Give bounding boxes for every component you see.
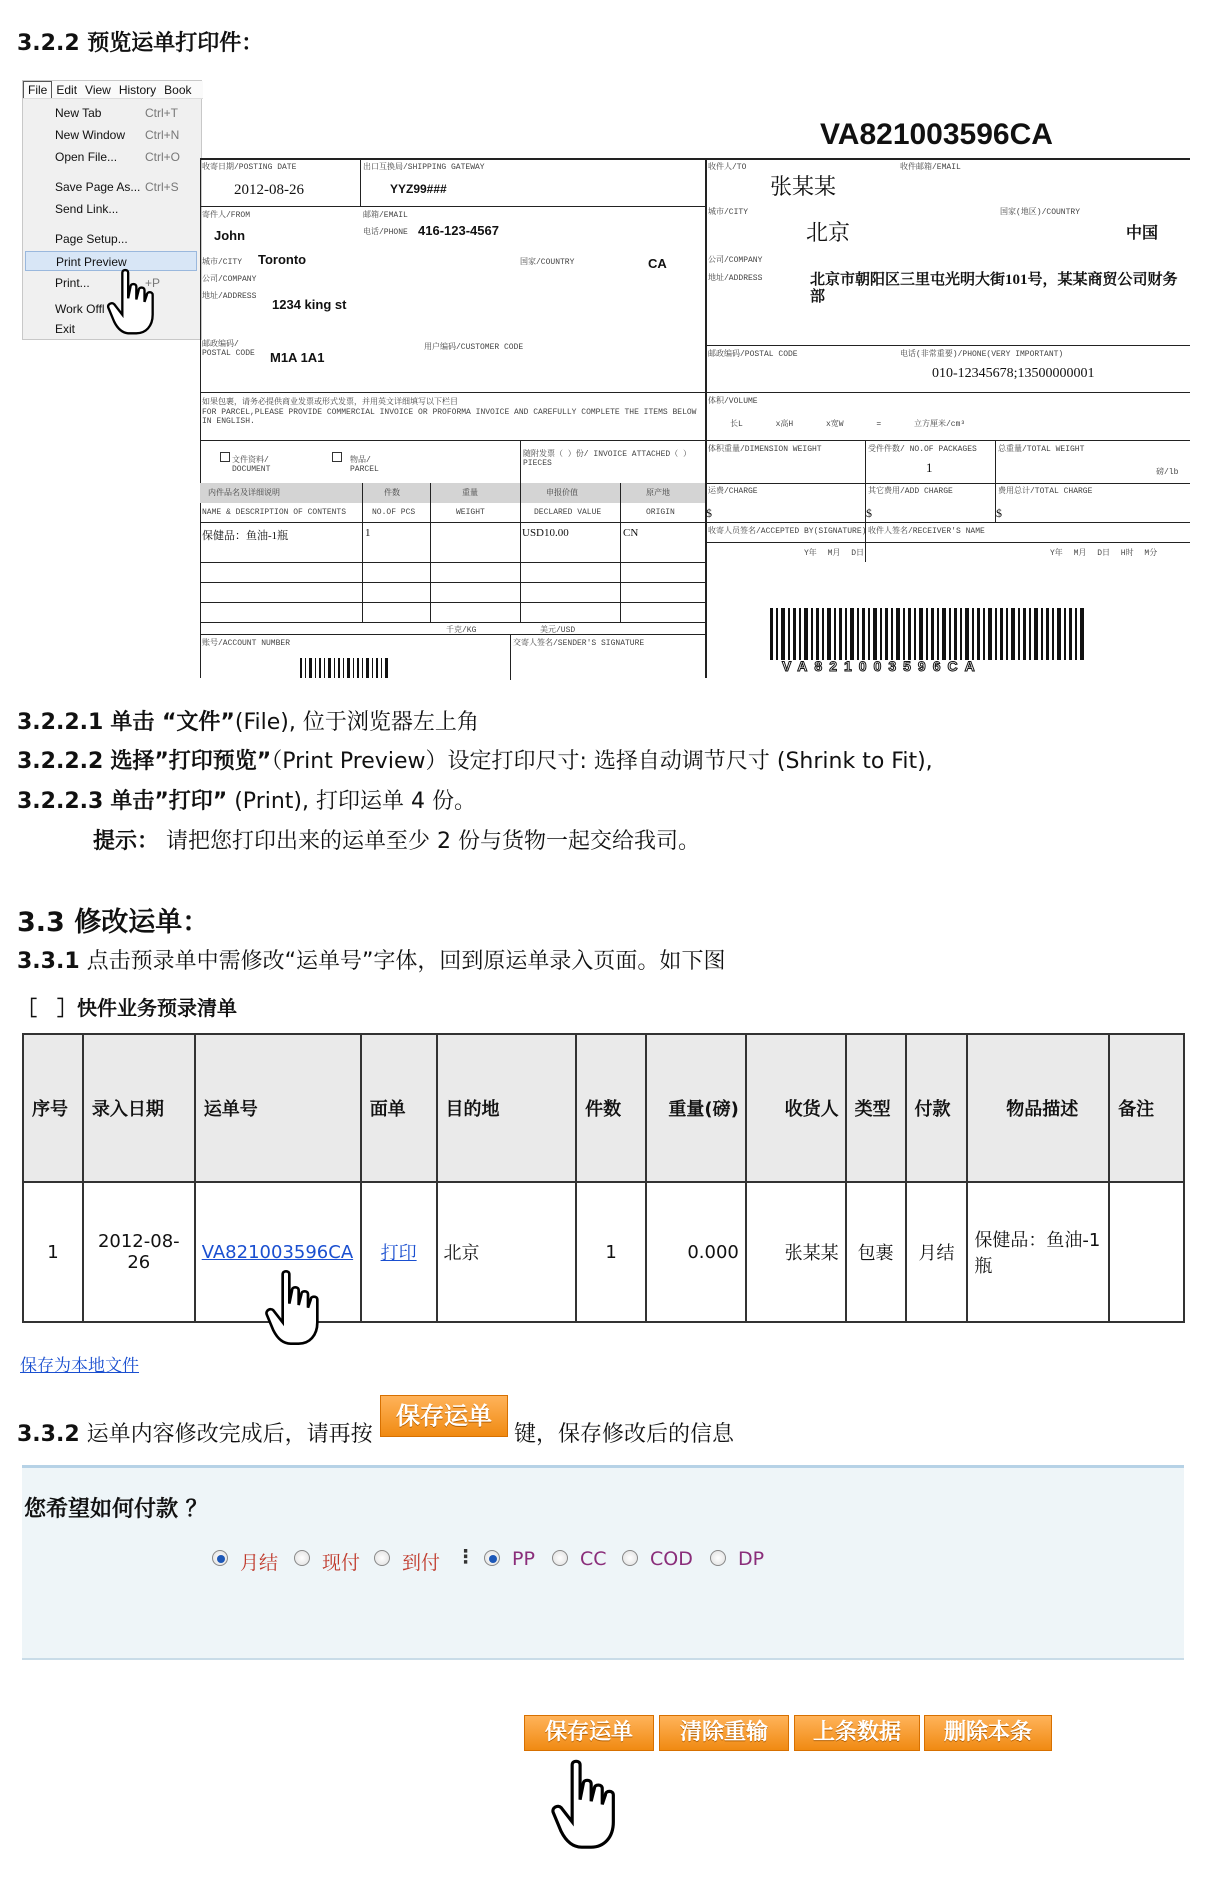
radio-dp[interactable] bbox=[710, 1550, 726, 1566]
wb-label-to: 收件人/TO bbox=[708, 163, 747, 172]
table-row bbox=[23, 1182, 1184, 1322]
hand-cursor-icon bbox=[264, 1268, 328, 1350]
menu-item-exit[interactable]: Exit bbox=[55, 322, 76, 336]
wb-label-from-country: 国家/COUNTRY bbox=[520, 258, 575, 267]
wb-barcode-text: VA821003596CA bbox=[782, 658, 982, 674]
radio-cod[interactable] bbox=[622, 1550, 638, 1566]
wb-label-posting-date: 收寄日期/POSTING DATE bbox=[202, 163, 297, 172]
wb-label-from-phone: 电话/PHONE bbox=[363, 228, 408, 237]
step-332-before: 3.3.2 运单内容修改完成后，请再按 bbox=[17, 1422, 373, 1447]
wb-accepted-date: Y年 M月 D日 bbox=[804, 549, 865, 558]
cell-type: 包裹 bbox=[846, 1182, 906, 1322]
save-local-file-link[interactable]: 保存为本地文件 bbox=[20, 1356, 139, 1376]
menu-item-new-window[interactable]: New Window Ctrl+N bbox=[55, 128, 180, 142]
col-header: 目的地 bbox=[437, 1034, 577, 1182]
cell-consignee: 张某某 bbox=[746, 1182, 846, 1322]
option-monthly: 月结 bbox=[240, 1552, 279, 1574]
col-header: 类型 bbox=[846, 1034, 906, 1182]
wb-label-to-company: 公司/COMPANY bbox=[708, 256, 763, 265]
wb-from-city: Toronto bbox=[258, 252, 307, 267]
option-separator: ⋮ bbox=[456, 1546, 475, 1568]
wb-label-from-email: 邮箱/EMAIL bbox=[363, 211, 408, 220]
option-cash: 现付 bbox=[322, 1552, 361, 1574]
wb-label-volume: 体积/VOLUME bbox=[708, 397, 758, 406]
col-header: 面单 bbox=[361, 1034, 437, 1182]
hand-cursor-icon bbox=[550, 1758, 626, 1854]
step-331: 3.3.1 点击预录单中需修改“运单号”字体，回到原运单录入页面。如下图 bbox=[17, 949, 726, 974]
print-link[interactable]: 打印 bbox=[380, 1243, 417, 1264]
payment-question: 您希望如何付款 ？ bbox=[24, 1497, 208, 1522]
wb-to-phone: 010-12345678;13500000001 bbox=[932, 366, 1095, 381]
col-header: 件数 bbox=[576, 1034, 646, 1182]
wb-to-address: 北京市朝阳区三里屯光明大街101号，某某商贸公司财务部 bbox=[810, 272, 1178, 305]
wb-label-customer-code: 用户编码/CUSTOMER CODE bbox=[424, 343, 524, 352]
tip: 提示： 请把您打印出来的运单至少 2 份与货物一起交给我司。 bbox=[93, 829, 701, 854]
radio-collect[interactable] bbox=[374, 1550, 390, 1566]
wb-label-to-country: 国家(地区)/COUNTRY bbox=[1000, 208, 1081, 217]
wb-col-contents-cn: 内件品名及详细说明 bbox=[208, 489, 280, 498]
waybill-barcode-icon bbox=[770, 608, 1090, 660]
document-checkbox[interactable] bbox=[220, 452, 230, 462]
step-3223: 3.2.2.3 单击”打印” (Print), 打印运单 4 份。 bbox=[17, 789, 476, 814]
wb-volume-row: 长L x高H x宽W = 立方厘米/cm³ bbox=[730, 420, 966, 429]
save-waybill-button[interactable]: 保存运单 bbox=[524, 1715, 654, 1751]
waybill-number-link[interactable]: VA821003596CA bbox=[201, 1241, 354, 1263]
wb-label-from-address: 地址/ADDRESS bbox=[202, 292, 257, 301]
wb-item-desc: 保健品：鱼油-1瓶 bbox=[202, 530, 289, 542]
wb-weight-unit: 磅/lb bbox=[1156, 468, 1179, 477]
wb-label-usd: 美元/USD bbox=[540, 626, 576, 635]
list-title: ［ ］快件业务预录清单 bbox=[17, 996, 237, 1020]
wb-label-to-city: 城市/CITY bbox=[708, 208, 749, 217]
option-dp: DP bbox=[738, 1548, 765, 1570]
wb-col-origin: ORIGIN bbox=[646, 508, 675, 517]
wb-label-dim-weight: 体积重量/DIMENSION WEIGHT bbox=[708, 445, 822, 454]
cell-description: 保健品：鱼油-1瓶 bbox=[967, 1182, 1109, 1322]
cell-print bbox=[361, 1182, 437, 1322]
prerecord-list-table bbox=[22, 1033, 1185, 1323]
col-header: 序号 bbox=[23, 1034, 83, 1182]
wb-item-value: USD10.00 bbox=[522, 527, 569, 539]
wb-col-value: DECLARED VALUE bbox=[534, 508, 602, 517]
option-collect: 到付 bbox=[402, 1552, 441, 1574]
menu-item-print[interactable]: Print... +P bbox=[55, 276, 161, 290]
wb-label-total-weight: 总重量/TOTAL WEIGHT bbox=[998, 445, 1085, 454]
wb-label-accepted-by: 收寄人员签名/ACCEPTED BY(SIGNATURE) bbox=[708, 527, 867, 536]
clear-button[interactable]: 清除重输 bbox=[659, 1715, 789, 1751]
menu-item-send-link[interactable]: Send Link... bbox=[55, 202, 119, 216]
wb-label-sender-sig: 交寄人签名/SENDER'S SIGNATURE bbox=[513, 639, 645, 648]
wb-label-document: 文件资料/ DOCUMENT bbox=[232, 456, 271, 474]
wb-receiver-date: Y年 M月 D日 H时 M分 bbox=[1050, 549, 1158, 558]
col-header: 收货人 bbox=[746, 1034, 846, 1182]
wb-col-pcs-cn: 件数 bbox=[384, 489, 400, 498]
waybill-print-preview bbox=[200, 110, 1190, 680]
payment-panel bbox=[22, 1465, 1184, 1660]
cell-destination: 北京 bbox=[437, 1182, 577, 1322]
wb-col-weight-cn: 重量 bbox=[462, 489, 478, 498]
menu-item-page-setup[interactable]: Page Setup... bbox=[55, 232, 128, 246]
wb-col-pcs: NO.OF PCS bbox=[372, 508, 416, 517]
wb-num-packages: 1 bbox=[926, 460, 933, 475]
cell-weight: 0.000 bbox=[646, 1182, 746, 1322]
section-title-33: 3.3 修改运单： bbox=[17, 907, 210, 938]
menu-history[interactable]: History bbox=[118, 83, 157, 97]
wb-label-add-charge: 其它费用/ADD CHARGE bbox=[868, 487, 953, 496]
hand-cursor-icon bbox=[106, 268, 162, 338]
wb-label-receiver-name: 收件人签名/RECEIVER'S NAME bbox=[868, 527, 985, 536]
option-cod: COD bbox=[650, 1548, 693, 1570]
wb-from-phone: 416-123-4567 bbox=[418, 223, 499, 238]
wb-label-to-postal: 邮政编码/POSTAL CODE bbox=[708, 350, 798, 359]
wb-parcel-note-cn: 如果包裹，请务必提供商业发票或形式发票，并用英文详细填写以下栏目 bbox=[202, 398, 458, 407]
menu-edit[interactable]: Edit bbox=[56, 83, 78, 97]
radio-pp[interactable] bbox=[484, 1550, 500, 1566]
wb-posting-date: 2012-08-26 bbox=[234, 182, 304, 198]
col-header: 重量(磅) bbox=[646, 1034, 746, 1182]
parcel-checkbox[interactable] bbox=[332, 452, 342, 462]
wb-item-pcs: 1 bbox=[365, 527, 371, 539]
col-header: 物品描述 bbox=[967, 1034, 1109, 1182]
small-barcode-icon bbox=[300, 658, 400, 678]
cell-date: 2012-08-26 bbox=[83, 1182, 195, 1322]
wb-to-country: 中国 bbox=[1126, 225, 1159, 242]
wb-from-country: CA bbox=[648, 256, 667, 271]
wb-label-num-packages: 受件件数/ NO.OF PACKAGES bbox=[868, 445, 977, 454]
cell-pieces: 1 bbox=[576, 1182, 646, 1322]
wb-label-invoice: 随附发票（ ）份/ INVOICE ATTACHED（ ） PIECES bbox=[523, 450, 692, 468]
wb-label-charge: 运费/CHARGE bbox=[708, 487, 758, 496]
menu-view[interactable]: View bbox=[85, 83, 111, 97]
waybill-number: VA821003596CA bbox=[820, 118, 1053, 151]
wb-to-name: 张某某 bbox=[770, 174, 837, 199]
wb-label-from-company: 公司/COMPANY bbox=[202, 275, 257, 284]
table-header-row bbox=[23, 1034, 1184, 1182]
wb-total-charge-currency: $ bbox=[996, 506, 1002, 520]
menu-item-print-preview[interactable]: Print Preview bbox=[25, 251, 197, 271]
radio-monthly[interactable] bbox=[212, 1550, 228, 1566]
option-cc: CC bbox=[580, 1548, 607, 1570]
wb-col-origin-cn: 原产地 bbox=[646, 489, 670, 498]
col-header: 备注 bbox=[1109, 1034, 1184, 1182]
col-header: 付款 bbox=[906, 1034, 968, 1182]
menu-file[interactable]: File bbox=[23, 81, 52, 99]
wb-parcel-note-en: FOR PARCEL,PLEASE PROVIDE COMMERCIAL INVOICE OR PROFORMA INVOICE AND CAREFULLY COMPLETE THE ITEMS BELOW IN ENGLISH. bbox=[202, 408, 697, 426]
previous-record-button[interactable]: 上条数据 bbox=[794, 1715, 920, 1751]
section-title-322: 3.2.2 预览运单打印件： bbox=[17, 31, 264, 56]
wb-label-to-email: 收件邮箱/EMAIL bbox=[900, 163, 961, 172]
menu-item-new-tab[interactable]: New Tab Ctrl+T bbox=[55, 106, 178, 120]
cell-payment: 月结 bbox=[906, 1182, 968, 1322]
wb-label-parcel: 物品/ PARCEL bbox=[350, 456, 379, 474]
wb-charge-currency: $ bbox=[706, 506, 712, 520]
wb-col-contents: NAME & DESCRIPTION OF CONTENTS bbox=[202, 508, 347, 517]
radio-cc[interactable] bbox=[552, 1550, 568, 1566]
step-332-after: 键，保存修改后的信息 bbox=[514, 1422, 735, 1447]
step-3221: 3.2.2.1 单击 “文件”(File), 位于浏览器左上角 bbox=[17, 710, 479, 735]
cell-remark bbox=[1109, 1182, 1184, 1322]
col-header: 运单号 bbox=[195, 1034, 361, 1182]
wb-from-address: 1234 king st bbox=[272, 297, 347, 312]
wb-label-gateway: 出口互换局/SHIPPING GATEWAY bbox=[363, 163, 485, 172]
option-pp: PP bbox=[512, 1548, 535, 1570]
wb-label-from-postal: 邮政编码/ POSTAL CODE bbox=[202, 340, 255, 358]
wb-label-from-city: 城市/CITY bbox=[202, 258, 243, 267]
menu-item-work-offline[interactable]: Work Offl bbox=[55, 302, 105, 316]
save-waybill-button-inline[interactable]: 保存运单 bbox=[380, 1395, 508, 1437]
wb-add-charge-currency: $ bbox=[866, 506, 872, 520]
step-3222: 3.2.2.2 选择”打印预览”（Print Preview）设定打印尺寸: 选择自动调节尺寸 (Shrink to Fit), bbox=[17, 749, 933, 774]
wb-label-total-charge: 费用总计/TOTAL CHARGE bbox=[998, 487, 1093, 496]
wb-label-kg: 千克/KG bbox=[446, 626, 477, 635]
wb-col-value-cn: 申报价值 bbox=[546, 489, 578, 498]
wb-label-account: 账号/ACCOUNT NUMBER bbox=[202, 639, 291, 648]
wb-col-weight: WEIGHT bbox=[456, 508, 485, 517]
wb-from-postal: M1A 1A1 bbox=[270, 350, 325, 365]
wb-item-origin: CN bbox=[623, 527, 639, 539]
radio-cash[interactable] bbox=[294, 1550, 310, 1566]
wb-gateway: YYZ99### bbox=[390, 182, 447, 196]
menu-bookmarks[interactable]: Book bbox=[164, 83, 192, 97]
wb-label-to-address: 地址/ADDRESS bbox=[708, 274, 763, 283]
wb-label-from: 寄件人/FROM bbox=[202, 211, 251, 220]
menu-item-open-file[interactable]: Open File... Ctrl+O bbox=[55, 150, 181, 164]
delete-record-button[interactable]: 删除本条 bbox=[924, 1715, 1052, 1751]
wb-to-city: 北京 bbox=[806, 220, 851, 245]
wb-label-to-phone: 电话(非常重要)/PHONE(VERY IMPORTANT) bbox=[900, 350, 1064, 359]
cell-index: 1 bbox=[23, 1182, 83, 1322]
col-header: 录入日期 bbox=[83, 1034, 195, 1182]
wb-from-name: John bbox=[214, 228, 246, 243]
menu-item-save-page[interactable]: Save Page As... Ctrl+S bbox=[55, 180, 179, 194]
menubar bbox=[23, 81, 203, 99]
